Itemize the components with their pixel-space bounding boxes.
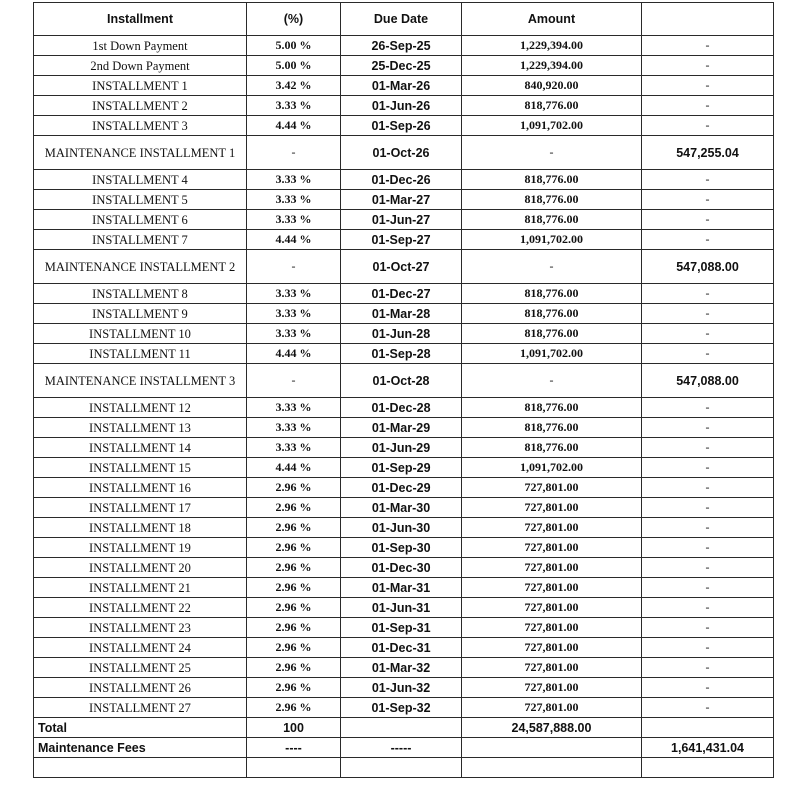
installment-amount: 818,776.00 (462, 210, 642, 230)
installment-amount: 1,229,394.00 (462, 36, 642, 56)
installment-amount: 727,801.00 (462, 538, 642, 558)
installment-maintenance: 547,255.04 (642, 136, 774, 170)
table-row (34, 170, 774, 190)
table-row (34, 558, 774, 578)
table-row (34, 678, 774, 698)
installment-maintenance: 547,088.00 (642, 250, 774, 284)
installment-label: INSTALLMENT 24 (34, 638, 247, 658)
installment-percent: 4.44 % (247, 230, 341, 250)
installment-maintenance: - (642, 230, 774, 250)
table-row (34, 598, 774, 618)
installment-maintenance: - (642, 210, 774, 230)
installment-due-date: 01-Sep-32 (341, 698, 462, 718)
installment-percent: 5.00 % (247, 56, 341, 76)
installment-due-date: 01-Dec-28 (341, 398, 462, 418)
installment-percent: 2.96 % (247, 618, 341, 638)
installment-amount: 727,801.00 (462, 478, 642, 498)
installment-maintenance: - (642, 398, 774, 418)
installment-due-date: 01-Dec-27 (341, 284, 462, 304)
header-due-date: Due Date (341, 3, 462, 36)
installment-percent: 3.33 % (247, 170, 341, 190)
installment-percent: 2.96 % (247, 518, 341, 538)
installment-amount: 1,091,702.00 (462, 116, 642, 136)
installment-maintenance: - (642, 36, 774, 56)
installment-amount: 818,776.00 (462, 304, 642, 324)
header-maintenance (642, 3, 774, 36)
installment-amount: 1,091,702.00 (462, 230, 642, 250)
installment-label: INSTALLMENT 12 (34, 398, 247, 418)
table-row (34, 136, 774, 170)
installment-due-date: 01-Oct-27 (341, 250, 462, 284)
maintenance-fees-percent: ---- (247, 738, 341, 758)
installment-label: MAINTENANCE INSTALLMENT 1 (34, 136, 247, 170)
installment-due-date: 01-Jun-28 (341, 324, 462, 344)
installment-label: INSTALLMENT 25 (34, 658, 247, 678)
total-label: Total (34, 718, 247, 738)
installment-percent: 4.44 % (247, 344, 341, 364)
installment-label: INSTALLMENT 4 (34, 170, 247, 190)
installment-percent: 3.42 % (247, 76, 341, 96)
installment-maintenance: - (642, 438, 774, 458)
maintenance-fees-total: 1,641,431.04 (642, 738, 774, 758)
table-row (34, 96, 774, 116)
installment-percent: 2.96 % (247, 558, 341, 578)
table-row (34, 578, 774, 598)
installment-due-date: 01-Dec-31 (341, 638, 462, 658)
installment-percent: 3.33 % (247, 96, 341, 116)
installment-amount: 818,776.00 (462, 398, 642, 418)
installment-amount: 1,091,702.00 (462, 458, 642, 478)
installment-label: INSTALLMENT 21 (34, 578, 247, 598)
installment-label: INSTALLMENT 8 (34, 284, 247, 304)
maintenance-fees-amount (462, 738, 642, 758)
installment-due-date: 01-Jun-31 (341, 598, 462, 618)
installment-due-date: 01-Mar-32 (341, 658, 462, 678)
installment-percent: 2.96 % (247, 658, 341, 678)
installment-amount: 727,801.00 (462, 518, 642, 538)
schedule-body (34, 36, 774, 718)
installment-due-date: 01-Sep-26 (341, 116, 462, 136)
blank-cell (642, 758, 774, 778)
installment-due-date: 01-Sep-30 (341, 538, 462, 558)
installment-label: INSTALLMENT 6 (34, 210, 247, 230)
installment-amount: 818,776.00 (462, 96, 642, 116)
maintenance-fees-label: Maintenance Fees (34, 738, 247, 758)
installment-percent: - (247, 136, 341, 170)
installment-due-date: 01-Mar-31 (341, 578, 462, 598)
installment-maintenance: - (642, 478, 774, 498)
installment-amount: - (462, 364, 642, 398)
installment-maintenance: - (642, 56, 774, 76)
installment-due-date: 01-Dec-26 (341, 170, 462, 190)
table-row (34, 498, 774, 518)
installment-percent: - (247, 250, 341, 284)
table-row (34, 324, 774, 344)
installment-due-date: 01-Sep-29 (341, 458, 462, 478)
installment-label: INSTALLMENT 19 (34, 538, 247, 558)
installment-label: INSTALLMENT 23 (34, 618, 247, 638)
installment-maintenance: 547,088.00 (642, 364, 774, 398)
installment-maintenance: - (642, 458, 774, 478)
maintenance-fees-date: ----- (341, 738, 462, 758)
installment-percent: 3.33 % (247, 190, 341, 210)
installment-label: INSTALLMENT 17 (34, 498, 247, 518)
installment-due-date: 01-Mar-29 (341, 418, 462, 438)
blank-cell (341, 758, 462, 778)
installment-due-date: 26-Sep-25 (341, 36, 462, 56)
installment-maintenance: - (642, 304, 774, 324)
installment-due-date: 01-Jun-27 (341, 210, 462, 230)
installment-amount: 818,776.00 (462, 170, 642, 190)
installment-percent: 2.96 % (247, 638, 341, 658)
installment-label: MAINTENANCE INSTALLMENT 3 (34, 364, 247, 398)
total-row (34, 718, 774, 738)
installment-percent: 3.33 % (247, 438, 341, 458)
installment-amount: 818,776.00 (462, 438, 642, 458)
installment-amount: 727,801.00 (462, 618, 642, 638)
installment-due-date: 25-Dec-25 (341, 56, 462, 76)
installment-percent: 5.00 % (247, 36, 341, 56)
blank-cell (247, 758, 341, 778)
installment-amount: - (462, 136, 642, 170)
table-row (34, 344, 774, 364)
installment-maintenance: - (642, 618, 774, 638)
installment-maintenance: - (642, 578, 774, 598)
installment-maintenance: - (642, 658, 774, 678)
installment-percent: 3.33 % (247, 284, 341, 304)
blank-cell (462, 758, 642, 778)
installment-label: INSTALLMENT 15 (34, 458, 247, 478)
installment-percent: 3.33 % (247, 398, 341, 418)
installment-due-date: 01-Jun-26 (341, 96, 462, 116)
installment-due-date: 01-Mar-28 (341, 304, 462, 324)
installment-maintenance: - (642, 324, 774, 344)
installment-schedule-table (33, 2, 774, 778)
table-row (34, 76, 774, 96)
installment-amount: 840,920.00 (462, 76, 642, 96)
installment-maintenance: - (642, 344, 774, 364)
table-row (34, 698, 774, 718)
installment-percent: 3.33 % (247, 304, 341, 324)
total-date (341, 718, 462, 738)
installment-amount: 1,091,702.00 (462, 344, 642, 364)
installment-maintenance: - (642, 638, 774, 658)
installment-percent: 3.33 % (247, 210, 341, 230)
installment-amount: 727,801.00 (462, 698, 642, 718)
installment-maintenance: - (642, 538, 774, 558)
installment-label: INSTALLMENT 1 (34, 76, 247, 96)
installment-maintenance: - (642, 116, 774, 136)
installment-due-date: 01-Sep-27 (341, 230, 462, 250)
table-row (34, 36, 774, 56)
installment-label: MAINTENANCE INSTALLMENT 2 (34, 250, 247, 284)
table-row (34, 56, 774, 76)
table-header-row (34, 3, 774, 36)
installment-due-date: 01-Jun-32 (341, 678, 462, 698)
installment-amount: - (462, 250, 642, 284)
installment-percent: 4.44 % (247, 458, 341, 478)
total-maintenance (642, 718, 774, 738)
table-row (34, 364, 774, 398)
installment-percent: 2.96 % (247, 698, 341, 718)
table-row (34, 190, 774, 210)
installment-percent: 2.96 % (247, 498, 341, 518)
installment-maintenance: - (642, 598, 774, 618)
installment-maintenance: - (642, 558, 774, 578)
installment-amount: 727,801.00 (462, 498, 642, 518)
installment-label: INSTALLMENT 3 (34, 116, 247, 136)
installment-maintenance: - (642, 678, 774, 698)
installment-due-date: 01-Oct-28 (341, 364, 462, 398)
installment-maintenance: - (642, 418, 774, 438)
table-row (34, 478, 774, 498)
installment-label: INSTALLMENT 13 (34, 418, 247, 438)
installment-amount: 727,801.00 (462, 558, 642, 578)
table-row (34, 538, 774, 558)
installment-percent: 4.44 % (247, 116, 341, 136)
table-row (34, 398, 774, 418)
installment-label: INSTALLMENT 10 (34, 324, 247, 344)
installment-maintenance: - (642, 96, 774, 116)
installment-percent: 2.96 % (247, 538, 341, 558)
maintenance-fees-row (34, 738, 774, 758)
installment-maintenance: - (642, 498, 774, 518)
installment-due-date: 01-Sep-28 (341, 344, 462, 364)
table-row (34, 438, 774, 458)
installment-label: INSTALLMENT 26 (34, 678, 247, 698)
installment-amount: 727,801.00 (462, 578, 642, 598)
installment-amount: 727,801.00 (462, 598, 642, 618)
table-row (34, 284, 774, 304)
table-row (34, 638, 774, 658)
installment-due-date: 01-Mar-30 (341, 498, 462, 518)
installment-label: INSTALLMENT 27 (34, 698, 247, 718)
installment-label: INSTALLMENT 18 (34, 518, 247, 538)
installment-label: INSTALLMENT 7 (34, 230, 247, 250)
header-amount: Amount (462, 3, 642, 36)
installment-label: INSTALLMENT 14 (34, 438, 247, 458)
installment-amount: 1,229,394.00 (462, 56, 642, 76)
installment-percent: 2.96 % (247, 678, 341, 698)
installment-due-date: 01-Mar-26 (341, 76, 462, 96)
total-amount: 24,587,888.00 (462, 718, 642, 738)
installment-amount: 818,776.00 (462, 324, 642, 344)
installment-due-date: 01-Jun-30 (341, 518, 462, 538)
table-row (34, 304, 774, 324)
installment-label: INSTALLMENT 2 (34, 96, 247, 116)
installment-maintenance: - (642, 190, 774, 210)
installment-amount: 818,776.00 (462, 418, 642, 438)
installment-amount: 818,776.00 (462, 284, 642, 304)
installment-due-date: 01-Mar-27 (341, 190, 462, 210)
installment-label: 2nd Down Payment (34, 56, 247, 76)
installment-label: INSTALLMENT 9 (34, 304, 247, 324)
installment-due-date: 01-Oct-26 (341, 136, 462, 170)
table-row (34, 618, 774, 638)
installment-percent: 3.33 % (247, 418, 341, 438)
installment-maintenance: - (642, 170, 774, 190)
installment-amount: 727,801.00 (462, 678, 642, 698)
table-row (34, 518, 774, 538)
installment-label: INSTALLMENT 20 (34, 558, 247, 578)
table-row (34, 418, 774, 438)
installment-maintenance: - (642, 698, 774, 718)
installment-amount: 818,776.00 (462, 190, 642, 210)
installment-label: INSTALLMENT 11 (34, 344, 247, 364)
header-percent: (%) (247, 3, 341, 36)
installment-percent: 2.96 % (247, 478, 341, 498)
table-row (34, 230, 774, 250)
installment-percent: - (247, 364, 341, 398)
installment-percent: 3.33 % (247, 324, 341, 344)
installment-maintenance: - (642, 76, 774, 96)
installment-label: 1st Down Payment (34, 36, 247, 56)
installment-due-date: 01-Dec-30 (341, 558, 462, 578)
table-row (34, 210, 774, 230)
installment-due-date: 01-Dec-29 (341, 478, 462, 498)
total-percent: 100 (247, 718, 341, 738)
blank-row (34, 758, 774, 778)
table-row (34, 116, 774, 136)
installment-label: INSTALLMENT 16 (34, 478, 247, 498)
installment-label: INSTALLMENT 22 (34, 598, 247, 618)
installment-amount: 727,801.00 (462, 658, 642, 678)
header-installment: Installment (34, 3, 247, 36)
installment-amount: 727,801.00 (462, 638, 642, 658)
blank-cell (34, 758, 247, 778)
installment-due-date: 01-Jun-29 (341, 438, 462, 458)
installment-percent: 2.96 % (247, 598, 341, 618)
installment-due-date: 01-Sep-31 (341, 618, 462, 638)
table-row (34, 458, 774, 478)
installment-label: INSTALLMENT 5 (34, 190, 247, 210)
installment-maintenance: - (642, 518, 774, 538)
installment-maintenance: - (642, 284, 774, 304)
installment-percent: 2.96 % (247, 578, 341, 598)
table-row (34, 658, 774, 678)
table-row (34, 250, 774, 284)
